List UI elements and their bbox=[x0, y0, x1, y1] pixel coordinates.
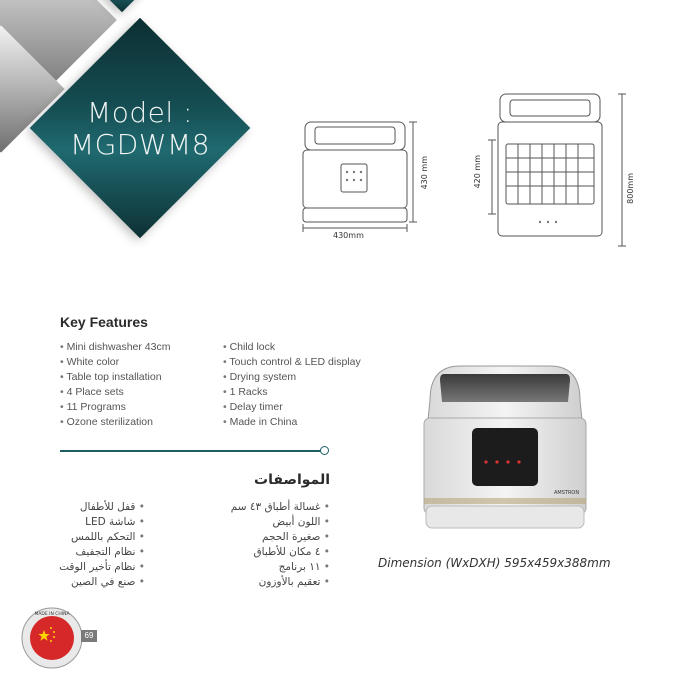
feature-item: • Made in China bbox=[223, 415, 361, 430]
dimension-caption: Dimension (WxDXH) 595x459x388mm bbox=[378, 556, 611, 570]
feature-item: • Touch control & LED display bbox=[223, 355, 361, 370]
arabic-specs-list-left bbox=[40, 500, 145, 590]
spec-item: • صنع في الصين bbox=[40, 575, 145, 590]
arabic-specs-heading: المواصفات bbox=[254, 472, 330, 488]
feature-item: • Delay timer bbox=[223, 400, 361, 415]
badge-text: MADE IN CHINA bbox=[34, 612, 70, 617]
feature-item: • White color bbox=[60, 355, 170, 370]
feature-item: • 4 Place sets bbox=[60, 385, 170, 400]
key-features-heading: Key Features bbox=[60, 314, 148, 330]
spec-item: • نظام التجفيف bbox=[40, 545, 145, 560]
section-divider-dot bbox=[320, 446, 329, 455]
front-width-label: 430mm bbox=[333, 231, 364, 240]
feature-item: • Drying system bbox=[223, 370, 361, 385]
open-view-drawing bbox=[478, 88, 638, 253]
spec-item: • قفل للأطفال bbox=[40, 500, 145, 515]
page-number: 69 bbox=[81, 630, 97, 642]
model-number: MGDWM8 bbox=[69, 128, 211, 161]
model-label: Model : bbox=[87, 96, 193, 129]
spec-item: • صغيرة الحجم bbox=[200, 530, 330, 545]
arabic-specs-list-right bbox=[200, 500, 330, 590]
dishwasher-product-image bbox=[410, 360, 600, 540]
spec-item: • اللون أبيض bbox=[200, 515, 330, 530]
spec-item: • ١١ برنامج bbox=[200, 560, 330, 575]
front-height-label: 430 mm bbox=[420, 156, 429, 190]
feature-item: • Child lock bbox=[223, 340, 361, 355]
spec-item: • شاشة LED bbox=[40, 515, 145, 530]
made-in-china-badge bbox=[20, 606, 84, 670]
section-divider bbox=[60, 450, 322, 452]
spec-item: • نظام تأخير الوقت bbox=[40, 560, 145, 575]
open-height-label: 800mm bbox=[626, 173, 635, 204]
brand-label: AMSTRON bbox=[554, 490, 580, 496]
feature-item: • Mini dishwasher 43cm bbox=[60, 340, 170, 355]
feature-item: • Table top installation bbox=[60, 370, 170, 385]
feature-item: • Ozone sterilization bbox=[60, 415, 170, 430]
feature-item: • 1 Racks bbox=[223, 385, 361, 400]
spec-item: • ٤ مكان للأطباق bbox=[200, 545, 330, 560]
key-features-list-right bbox=[223, 340, 361, 430]
spec-item: • التحكم باللمس bbox=[40, 530, 145, 545]
key-features-list-left bbox=[60, 340, 170, 430]
feature-item: • 11 Programs bbox=[60, 400, 170, 415]
spec-item: • تعقيم بالأوزون bbox=[200, 575, 330, 590]
spec-item: • غسالة أطباق ٤٣ سم bbox=[200, 500, 330, 515]
side-height-label: 420 mm bbox=[473, 155, 482, 189]
